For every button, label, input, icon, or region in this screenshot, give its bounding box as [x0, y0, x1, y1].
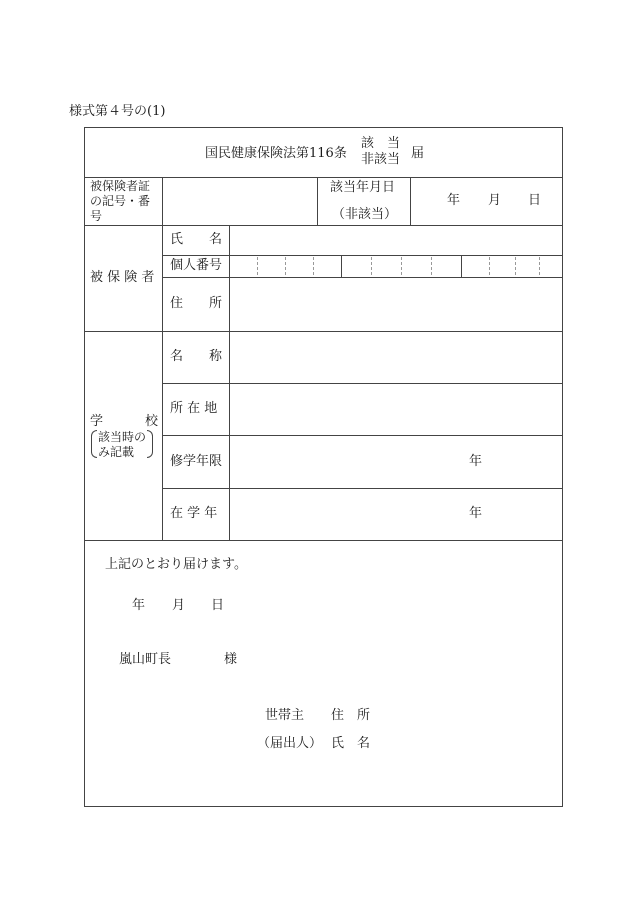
applicable-date-label: 該当年月日: [330, 180, 396, 195]
declaration-year-unit: 年: [132, 598, 146, 613]
date-month-unit: 月: [488, 193, 502, 208]
divider: [341, 255, 342, 277]
digit-separator: [489, 257, 490, 275]
divider: [85, 225, 562, 226]
note-bracket-left: [91, 430, 97, 458]
divider: [229, 225, 230, 540]
title-option-applicable: 該 当: [361, 136, 401, 151]
current-year-label: 在 学 年: [170, 506, 218, 521]
digit-separator: [257, 257, 258, 275]
school-note-line1: 該当時の: [98, 430, 147, 444]
divider: [317, 177, 318, 225]
school-name-label: 名 称: [170, 349, 223, 364]
date-day-unit: 日: [528, 193, 542, 208]
divider: [162, 435, 562, 436]
recipient-honorific: 様: [224, 652, 238, 667]
divider: [85, 540, 562, 541]
digit-separator: [401, 257, 402, 275]
divider: [162, 255, 562, 256]
divider: [162, 277, 562, 278]
study-years-label: 修学年限: [170, 454, 223, 469]
notification-form: [84, 127, 563, 807]
insurance-card-label-line1: 被保険者証: [90, 179, 151, 193]
declaration-statement: 上記のとおり届けます。: [105, 557, 247, 572]
divider: [162, 488, 562, 489]
divider: [85, 177, 562, 178]
declaration-day-unit: 日: [211, 598, 225, 613]
insurance-card-label-line2: の記号・番: [90, 194, 151, 208]
insured-id-number-label: 個人番号: [170, 258, 223, 273]
recipient-name: 嵐山町長: [119, 652, 172, 667]
date-year-unit: 年: [447, 193, 461, 208]
study-years-unit: 年: [469, 454, 483, 469]
digit-separator: [285, 257, 286, 275]
insured-address-label: 住 所: [170, 296, 223, 311]
notifier-name-label: 氏 名: [331, 736, 371, 751]
form-title: 国民健康保険法第116条: [205, 146, 347, 161]
insurance-card-label-line3: 号: [90, 209, 103, 223]
divider: [461, 255, 462, 277]
form-number: 様式第４号の(1): [69, 104, 166, 119]
not-applicable-date-label: （非該当）: [332, 207, 398, 222]
digit-separator: [515, 257, 516, 275]
title-option-not-applicable: 非該当: [361, 152, 401, 167]
divider: [162, 383, 562, 384]
school-section-label-left: 学: [90, 414, 104, 429]
school-note-line2: み記載: [98, 445, 135, 459]
digit-separator: [371, 257, 372, 275]
school-section-label-right: 校: [145, 414, 159, 429]
school-location-label: 所 在 地: [170, 401, 218, 416]
householder-address-label: 住 所: [331, 708, 371, 723]
digit-separator: [313, 257, 314, 275]
note-bracket-right: [147, 430, 153, 458]
divider: [85, 331, 562, 332]
householder-label: 世帯主: [265, 708, 305, 723]
notifier-label: （届出人）: [257, 736, 323, 751]
declaration-month-unit: 月: [172, 598, 186, 613]
insurance-card-value-field[interactable]: [324, 208, 325, 209]
digit-separator: [539, 257, 540, 275]
divider: [410, 177, 411, 225]
title-suffix: 届: [411, 146, 425, 161]
insured-name-label: 氏 名: [170, 232, 223, 247]
insured-section-label: 被 保 険 者: [90, 270, 155, 285]
current-year-unit: 年: [469, 506, 483, 521]
divider: [162, 177, 163, 540]
digit-separator: [431, 257, 432, 275]
